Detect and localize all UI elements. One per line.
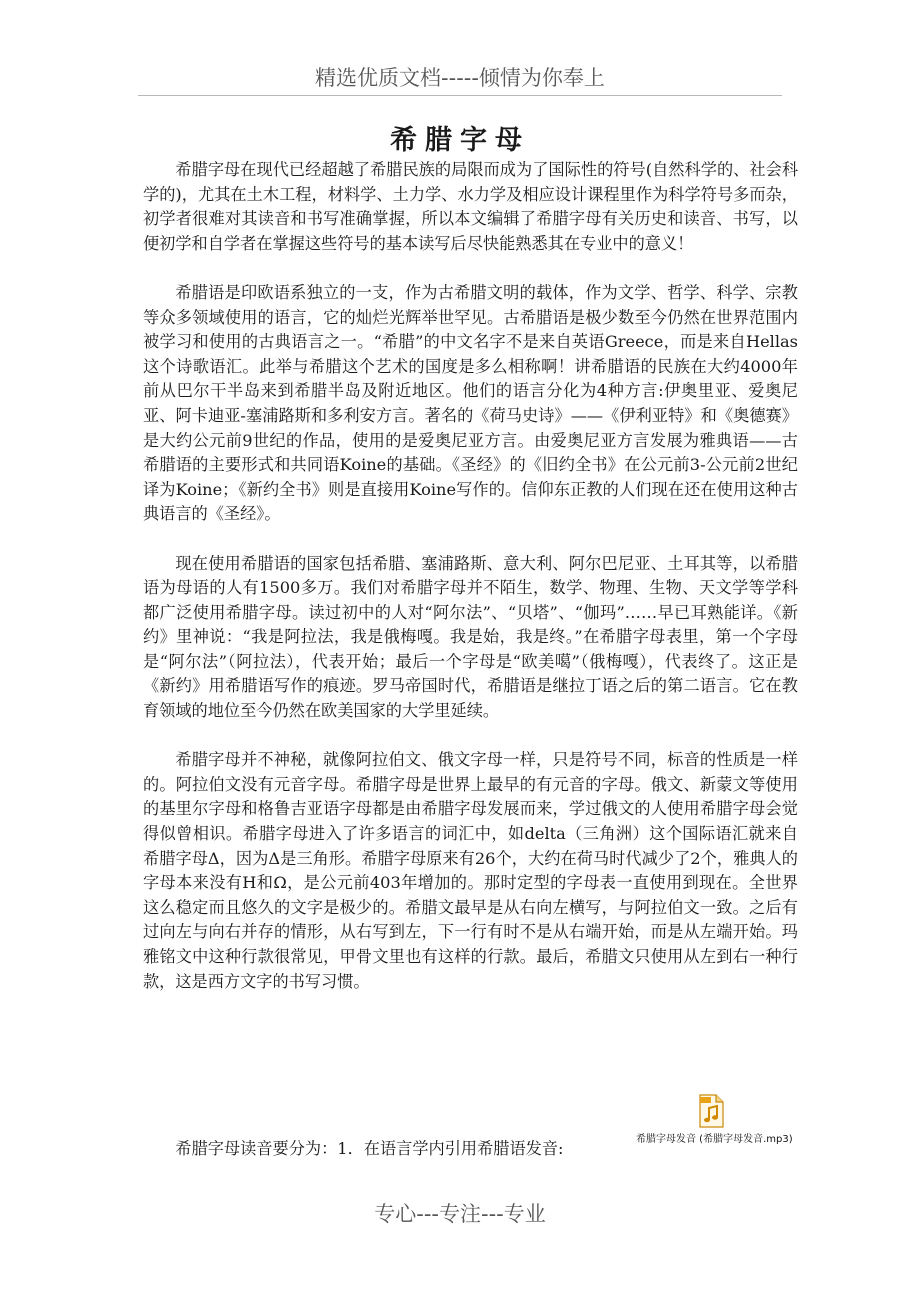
page-footer: 专心---专注---专业 xyxy=(374,1202,546,1226)
paragraph-history: 希腊语是印欧语系独立的一支，作为古希腊文明的载体，作为文学、哲学、科学、宗教等众多领域使用的语言，它的灿烂光辉举世罕见。古希腊语是极少数至今仍然在世界范围内被学习和使用的古典语言之一。“希腊”的中文名字不是来自英语Greece，而是来自Hellas这个诗歌语汇。此举与希腊这个艺术的国度是多么相称啊！讲希腊语的民族在大约4000年前从巴尔干半岛来到希腊半岛及附近地区。他们的语言分化为4种方言:伊奥里亚、爱奥尼亚、阿卡迪亚-塞浦路斯和多利安方言。著名的《荷马史诗》——《伊利亚特》和《奥德赛》是大约公元前9世纪的作品，使用的是爱奥尼亚方言。由爱奥尼亚方言发展为雅典语——古希腊语的主要形式和共同语Koine的基础。《圣经》的《旧约全书》在公元前3-公元前2世纪译为Koine；《新约全书》则是直接用Koine写作的。信仰东正教的人们现在还在使用这种古典语言的《圣经》。 xyxy=(143,282,798,524)
paragraph-intro: 希腊字母在现代已经超越了希腊民族的局限而成为了国际性的符号(自然科学的、社会科学的)，尤其在土木工程，材料学、土力学、水力学及相应设计课程里作为科学符号多而杂，初学者很难对其读音和书写准确掌握，所以本文编辑了希腊字母有关历史和读音、书写，以便初学和自学者在掌握这些符号的基本读写后尽快能熟悉其在专业中的意义！ xyxy=(143,160,798,253)
pronunciation-intro: 希腊字母读音要分为：1．在语言学内引用希腊语发音: xyxy=(175,1139,564,1158)
document-body xyxy=(143,158,798,1019)
paragraph-usage: 现在使用希腊语的国家包括希腊、塞浦路斯、意大利、阿尔巴尼亚、土耳其等，以希腊语为母语的人有1500多万。我们对希腊字母并不陌生，数学、物理、生物、天文学等学科都广泛使用希腊字母。读过初中的人对“阿尔法”、“贝塔”、“伽玛”……早已耳熟能详。《新约》里神说：“我是阿拉法，我是俄梅嘎。我是始，我是终。”在希腊字母表里，第一个字母是“阿尔法”（阿拉法），代表开始；最后一个字母是“欧美噶”（俄梅嘎），代表终了。这正是《新约》用希腊语写作的痕迹。罗马帝国时代，希腊语是继拉丁语之后的第二语言。它在教育领域的地位至今仍然在欧美国家的大学里延续。 xyxy=(143,553,798,721)
paragraph-alphabet: 希腊字母并不神秘，就像阿拉伯文、俄文字母一样，只是符号不同，标音的性质是一样的。阿拉伯文没有元音字母。希腊字母是世界上最早的有元音的字母。俄文、新蒙文等使用的基里尔字母和格鲁吉亚语字母都是由希腊字母发展而来，学过俄文的人使用希腊字母会觉得似曾相识。希腊字母进入了许多语言的词汇中，如delta（三角洲）这个国际语汇就来自希腊字母Δ，因为Δ是三角形。希腊字母原来有26个，大约在荷马时代减少了2个，雅典人的字母本来没有Η和Ω，是公元前403年增加的。那时定型的字母表一直使用到现在。全世界这么稳定而且悠久的文字是极少的。希腊文最早是从右向左横写，与阿拉伯文一致。之后有过向左与向右并存的情形，从右写到左，下一行有时不是从右端开始，而是从左端开始。玛雅铭文中这种行款很常见，甲骨文里也有这样的行款。最后，希腊文只使用从左到右一种行款，这是西方文字的书写习惯。 xyxy=(143,750,798,991)
header-divider xyxy=(138,95,782,96)
mp3-file-icon[interactable] xyxy=(698,1094,724,1128)
attachment-label[interactable]: 希腊字母发音 (希腊字母发音.mp3) xyxy=(636,1134,793,1145)
document-title: 希腊字母 xyxy=(390,125,530,156)
page-header: 精选优质文档-----倾情为你奉上 xyxy=(315,66,605,90)
audio-attachment[interactable] xyxy=(636,1094,793,1145)
